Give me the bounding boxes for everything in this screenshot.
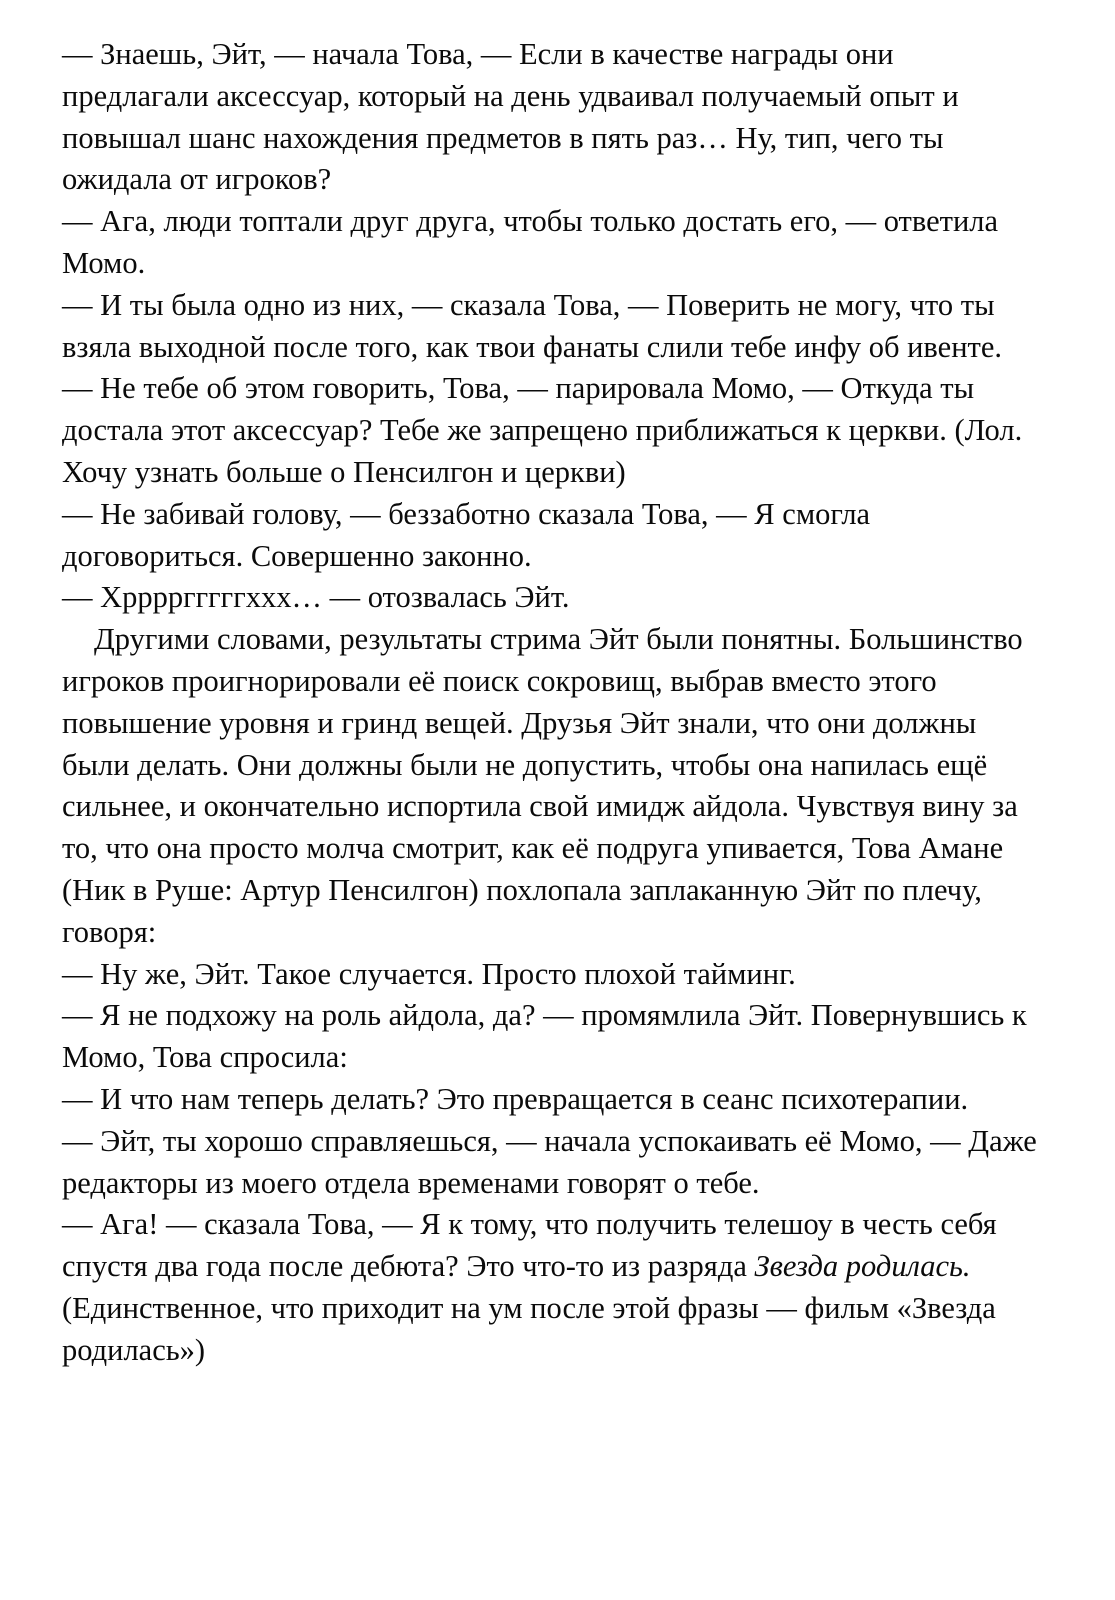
paragraph-dialogue-1: — Знаешь, Эйт, — начала Това, — Если в качестве награды они предлагали аксессуар, который на день удваивал получаемый опыт и повышал шанс нахождения предметов в пять раз… Ну, тип, чего ты ожидала от игроков?: [62, 37, 959, 197]
paragraph-12-text-after: (Единственное, что приходит на ум после этой фразы — фильм «Звезда родилась»): [62, 1290, 996, 1367]
paragraph-dialogue-8: — Ну же, Эйт. Такое случается. Просто плохой тайминг.: [62, 956, 796, 991]
body-text-column: [62, 34, 1037, 1372]
paragraph-12-text-before: — Ага! — сказала Това, — Я к тому, что получить телешоу в честь себя спустя два года после дебюта? Это что-то из разряда: [62, 1207, 997, 1284]
paragraph-dialogue-3: — И ты была одно из них, — сказала Това, — Поверить не могу, что ты взяла выходной после того, как твои фанаты слили тебе инфу об ивенте.: [62, 287, 1003, 364]
paragraph-dialogue-9: — Я не подхожу на роль айдола, да? — промямлила Эйт. Повернувшись к Момо, Това спросила:: [62, 998, 1027, 1075]
paragraph-dialogue-5: — Не забивай голову, — беззаботно сказала Това, — Я смогла договориться. Совершенно законно.: [62, 496, 871, 573]
movie-title-italic: Звезда родилась.: [754, 1249, 971, 1284]
paragraph-narrative-7: Другими словами, результаты стрима Эйт были понятны. Большинство игроков проигнорировали её поиск сокровищ, выбрав вместо этого повышение уровня и гринд вещей. Друзья Эйт знали, что они должны были делать. Они должны были не допустить, чтобы она напилась ещё сильнее, и окончательно испортила свой имидж айдола. Чувствуя вину за то, что она просто молча смотрит, как её подруга упивается, Това Амане (Ник в Руше: Артур Пенсилгон) похлопала заплаканную Эйт по плечу, говоря:: [62, 622, 1023, 949]
paragraph-dialogue-11: — Эйт, ты хорошо справляешься, — начала успокаивать её Момо, — Даже редакторы из моего отдела временами говорят о тебе.: [62, 1123, 1037, 1200]
paragraph-dialogue-6: — Хрррргггггххх… — отозвалась Эйт.: [62, 580, 570, 615]
paragraph-dialogue-10: — И что нам теперь делать? Это превращается в сеанс психотерапии.: [62, 1081, 969, 1116]
paragraph-dialogue-12: [62, 1204, 1037, 1371]
paragraph-dialogue-2: — Ага, люди топтали друг друга, чтобы только достать его, — ответила Момо.: [62, 204, 999, 280]
paragraph-dialogue-4: — Не тебе об этом говорить, Това, — парировала Момо, — Откуда ты достала этот аксессуар? Тебе же запрещено приближаться к церкви. (Лол. Хочу узнать больше о Пенсилгон и церкви): [62, 371, 1023, 489]
